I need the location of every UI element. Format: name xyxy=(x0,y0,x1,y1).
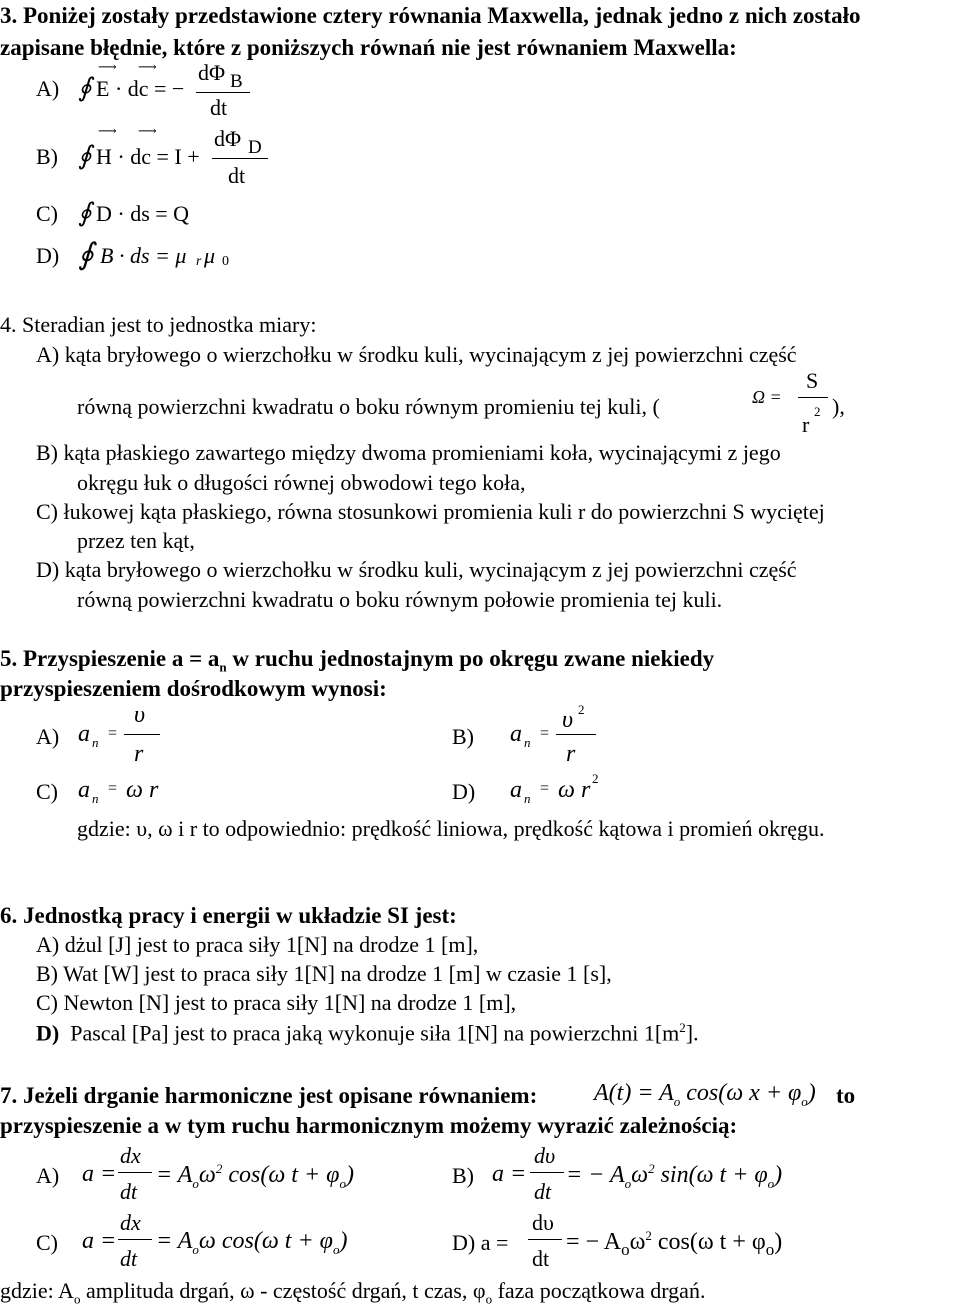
q3-b-denominator: dt xyxy=(228,163,246,188)
q7-a-num: dx xyxy=(120,1143,141,1168)
q7-option-a-label: A) xyxy=(36,1163,60,1188)
q4-fraction-den: r xyxy=(802,412,810,437)
q5-c-eq: = xyxy=(108,780,118,797)
q7-c-den: dt xyxy=(120,1246,138,1271)
q3-a-denominator: dt xyxy=(210,95,228,120)
q5-b-exp: 2 xyxy=(578,702,585,717)
q3-d-mu: μ xyxy=(204,243,216,268)
q5-note: gdzie: υ, ω i r to odpowiednio: prędkość liniowa, prędkość kątowa i promień okręgu. xyxy=(77,816,825,841)
vector-arrow: ⟶ xyxy=(98,59,117,74)
vector-arrow: ⟶ xyxy=(138,123,157,138)
fraction-bar xyxy=(118,1239,152,1240)
q5-d-exp: 2 xyxy=(592,771,599,786)
q7-a-rhs: = $A_o\omega^2$ cos(ω $t + \varphi_o$) xyxy=(156,1161,354,1191)
q4-option-d-line2: równą powierzchni kwadratu o boku równym połowie promienia tej kuli. xyxy=(77,587,723,612)
q3-d-subscript-r: r xyxy=(196,254,202,269)
q3-d-lhs: B · ds = μ xyxy=(100,243,187,268)
q5-c-n: n xyxy=(92,791,99,806)
fraction-bar xyxy=(798,397,828,398)
q4-option-b-line1: B) kąta płaskiego zawartego między dwoma promieniami koła, wycinającymi z jego xyxy=(36,440,781,465)
contour-integral-symbol: ∮ xyxy=(78,198,92,227)
q5-option-a-label: A) xyxy=(36,724,60,749)
q5-a-num: υ xyxy=(134,702,146,728)
q6-option-a: A) dżul [J] jest to praca siły 1[N] na drodze 1 [m], xyxy=(36,932,479,957)
q4-fraction-num: S xyxy=(806,368,819,393)
q7-c-rhs: = $A_o\omega$ cos(ω $t + \varphi_o$) xyxy=(156,1228,348,1257)
q7-option-b-label: B) xyxy=(452,1163,474,1188)
fraction-bar xyxy=(528,1239,562,1240)
q3-title-line1: 3. Poniżej zostały przedstawione cztery równania Maxwella, jednak jedno z nich zostało xyxy=(0,3,861,28)
q3-b-subscript: D xyxy=(248,137,262,158)
q5-a: a xyxy=(78,721,90,747)
fraction-bar xyxy=(124,734,160,735)
q5-b-a: a xyxy=(510,721,522,747)
q7-d-den: dt xyxy=(532,1246,550,1271)
q7-d-rhs: = − $A_o\omega^2$ cos(ω $t + \varphi_o$) xyxy=(566,1228,783,1259)
q7-b-num: dυ xyxy=(534,1143,556,1168)
q5-d-n: n xyxy=(524,791,531,806)
q7-b-lhs: a = xyxy=(492,1161,527,1187)
fraction-bar xyxy=(118,1172,152,1173)
q4-option-a-line1: A) kąta bryłowego o wierzchołku w środku kuli, wycinającym z jej powierzchni część xyxy=(36,342,797,367)
q6-title: 6. Jednostką pracy i energii w układzie SI jest: xyxy=(0,903,457,928)
q3-option-d-label: D) xyxy=(36,243,60,268)
q6-option-c: C) Newton [N] jest to praca siły 1[N] na drodze 1 [m], xyxy=(36,990,517,1015)
q5-b-num: υ xyxy=(562,707,574,733)
q3-a-subscript: B xyxy=(230,71,243,92)
q5-d-eq: = xyxy=(540,780,550,797)
fraction-bar xyxy=(556,734,596,735)
q4-option-b-line2: okręgu łuk o długości równej obwodowi tego koła, xyxy=(77,470,526,495)
q7-c-num: dx xyxy=(120,1210,141,1235)
contour-integral-symbol: ∮ xyxy=(78,238,94,271)
q4-option-c-line2: przez ten kąt, xyxy=(77,528,195,553)
q3-title-line2: zapisane błędnie, które z poniższych równań nie jest równaniem Maxwella: xyxy=(0,35,737,60)
q7-title-line2: przyspieszenie a w tym ruchu harmonicznym możemy wyrazić zależnością: xyxy=(0,1113,738,1138)
q7-note: gdzie: $A_o$ amplituda drgań, ω - częstość drgań, t czas, $\varphi_o$ faza początkowa drgań. xyxy=(0,1278,706,1306)
q5-b-eq: = xyxy=(540,725,550,742)
q3-a-lhs: E · dc = − xyxy=(96,76,185,101)
q7-option-c-label: C) xyxy=(36,1230,58,1255)
q5-option-c-label: C) xyxy=(36,779,58,804)
q5-c-rhs: ω r xyxy=(126,777,159,803)
q5-option-b-label: B) xyxy=(452,724,474,749)
q6-option-b: B) Wat [W] jest to praca siły 1[N] na drodze 1 [m] w czasie 1 [s], xyxy=(36,961,612,986)
q3-option-c-label: C) xyxy=(36,201,58,226)
q7-equation: $A(t) = A_o$ cos(ω $x + \varphi_o$) xyxy=(594,1080,816,1109)
q3-a-numerator: dΦ xyxy=(198,60,226,85)
q5-c-a: a xyxy=(78,777,90,803)
q5-n: n xyxy=(92,735,99,750)
fraction-bar xyxy=(212,158,268,159)
q7-a-den: dt xyxy=(120,1179,138,1204)
q7-option-d: D) a = xyxy=(452,1230,509,1255)
q3-b-lhs: H · dc = I + xyxy=(96,144,200,169)
q4-close: ), xyxy=(832,394,845,419)
q4-title: 4. Steradian jest to jednostka miary: xyxy=(0,312,317,337)
q7-a-lhs: a = xyxy=(82,1161,117,1187)
q7-title-line1: 7. Jeżeli drganie harmoniczne jest opisane równaniem: xyxy=(0,1083,538,1108)
q3-option-a-label: A) xyxy=(36,76,60,101)
q3-d-subscript-0: 0 xyxy=(222,254,229,269)
vector-arrow: ⟶ xyxy=(138,59,157,74)
q7-d-num: dυ xyxy=(532,1210,554,1235)
q5-eq: = xyxy=(108,725,118,742)
q4-option-d-line1: D) kąta bryłowego o wierzchołku w środku kuli, wycinającym z jej powierzchni część xyxy=(36,557,797,582)
q3-c-lhs: D · ds = Q xyxy=(96,201,190,226)
contour-integral-symbol: ∮ xyxy=(78,73,92,102)
q7-title-to: to xyxy=(836,1083,856,1108)
q4-option-c-line1: C) łukowej kąta płaskiego, równa stosunkowi promienia kuli r do powierzchni S wyciętej xyxy=(36,499,825,524)
q5-title-line2: przyspieszeniem dośrodkowym wynosi: xyxy=(0,676,387,701)
q6-option-d: D) Pascal [Pa] jest to praca jaką wykonuje siła 1[N] na powierzchni $1[m^2]$. xyxy=(36,1020,699,1046)
q4-option-a-line2: równą powierzchni kwadratu o boku równym promieniu tej kuli, ( xyxy=(77,394,660,419)
q3-b-numerator: dΦ xyxy=(214,126,242,151)
q7-b-rhs: = − $A_o\omega^2$ sin(ω $t + \varphi_o$) xyxy=(566,1161,783,1191)
q7-c-lhs: a = xyxy=(82,1228,117,1254)
q5-title-line1: 5. Przyspieszenie $a = a_n$ w ruchu jednostajnym po okręgu zwane niekiedy xyxy=(0,646,715,675)
q3-option-b-label: B) xyxy=(36,144,58,169)
q5-a-den: r xyxy=(134,741,144,767)
q5-b-den: r xyxy=(566,741,576,767)
fraction-bar xyxy=(530,1172,564,1173)
q4-omega-eq: Ω = xyxy=(752,387,782,407)
q5-option-d-label: D) xyxy=(452,779,476,804)
contour-integral-symbol: ∮ xyxy=(78,141,92,170)
q7-b-den: dt xyxy=(534,1179,552,1204)
fraction-bar xyxy=(196,92,250,93)
q5-d-a: a xyxy=(510,777,522,803)
vector-arrow: ⟶ xyxy=(98,123,117,138)
q5-b-n: n xyxy=(524,735,531,750)
q4-fraction-exp: 2 xyxy=(814,404,821,419)
q5-d-rhs: ω r xyxy=(558,777,591,803)
